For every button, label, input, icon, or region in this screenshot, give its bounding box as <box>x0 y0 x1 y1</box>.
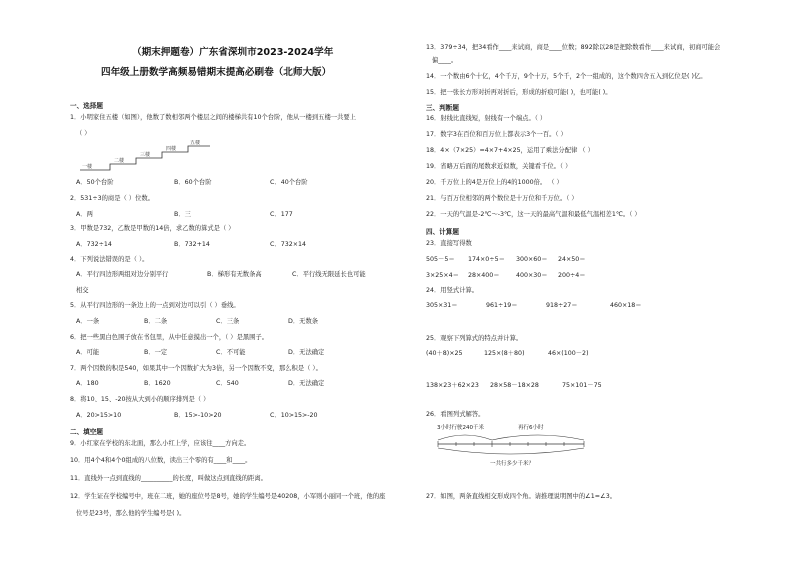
q7-option-a[interactable]: A．180 <box>76 380 99 387</box>
q25-item: 28×58－18×28 <box>490 382 539 389</box>
q24-item: 918÷27＝ <box>546 302 578 309</box>
question-4: 4．下列说法错误的是（ ）。 <box>70 256 149 263</box>
stairs-figure <box>80 140 270 174</box>
q3-option-a[interactable]: A．732÷14 <box>76 241 112 248</box>
q1-option-b[interactable]: B．60个台阶 <box>174 179 212 186</box>
q5-option-d[interactable]: D．无数条 <box>288 318 319 325</box>
question-25: 25．观察下列算式的特点并计算。 <box>426 335 523 342</box>
q25-item: 46×(100－2) <box>548 350 589 357</box>
question-18: 18．4×（7×25）=4×7+4×25，运用了乘法分配律 （ ） <box>426 147 594 154</box>
question-12-cont: 位号是23号，那么他的学生编号是( )。 <box>76 510 186 517</box>
stairs-label-4: 四楼 <box>166 146 177 152</box>
question-8: 8．将10、15、-20按从大到小的顺序排列是（ ） <box>70 396 210 403</box>
q23-item: 28×400＝ <box>468 272 500 279</box>
section-judge: 三、判断题 <box>426 104 459 112</box>
q25-item: 75×101－75 <box>562 382 602 389</box>
q8-option-c[interactable]: C．10>15>-20 <box>270 412 318 419</box>
q24-item: 460×18＝ <box>610 302 642 309</box>
q7-option-b[interactable]: B．1620 <box>144 380 171 387</box>
q2-option-a[interactable]: A．两 <box>76 211 93 218</box>
question-2: 2．531÷3的商是（ ）位数。 <box>70 195 154 202</box>
question-27: 27．如图，两条直线相交形成四个角。请推理说明图中的∠1=∠3。 <box>426 493 617 500</box>
q5-option-c[interactable]: C．三条 <box>216 318 240 325</box>
q6-option-b[interactable]: B．一定 <box>144 349 168 356</box>
question-10: 10．用4个4和4个0组成的八位数，读出三个零的有____和____。 <box>70 457 252 464</box>
q2-option-c[interactable]: C．177 <box>270 211 293 218</box>
question-12: 12．学生证在学校编号中，班在二班，她的座位号是8号，她的学生编号是40208，小军则小丽同一个班，他的座 <box>70 493 386 500</box>
q4-option-c[interactable]: C．平行线无限延长也可能 <box>292 271 366 278</box>
question-13: 13．379÷34，把34看作____来试商，商是____位数；892除以28是把除数看作____来试商，初商可能会 <box>426 44 721 51</box>
q23-item: 200÷4＝ <box>558 272 586 279</box>
section-choice: 一、选择题 <box>70 102 103 110</box>
q4-option-a[interactable]: A．平行四边形两组对边分别平行 <box>76 271 169 278</box>
q23-item: 400×30＝ <box>516 272 548 279</box>
question-5: 5．从平行四边形的一条边上的一点到对边可以引（ ）垂线。 <box>70 302 240 309</box>
q5-option-a[interactable]: A．一条 <box>76 318 100 325</box>
stairs-label-2: 二楼 <box>114 158 125 164</box>
q1-option-a[interactable]: A．50个台阶 <box>76 179 114 186</box>
q7-option-d[interactable]: D．无法确定 <box>288 380 325 387</box>
page-title-line2: 四年级上册数学高频易错期末提高必刷卷（北师大版） <box>101 67 332 78</box>
q6-option-d[interactable]: D．无法确定 <box>288 349 325 356</box>
question-26: 26．看图列式解答。 <box>426 411 485 418</box>
question-9: 9．小红家在学校的东北面，那么小红上学，应该往____方向走。 <box>70 440 251 447</box>
line-segment-diagram <box>434 420 604 470</box>
q3-option-c[interactable]: C．732×14 <box>270 241 307 248</box>
q3-option-b[interactable]: B．732+14 <box>174 241 210 248</box>
question-21: 21．与百万位相邻的两个数位是十万位和千万位。（ ） <box>426 195 578 202</box>
q2-option-b[interactable]: B．三 <box>174 211 191 218</box>
question-24: 24．用竖式计算。 <box>426 287 479 294</box>
diagram-label-bottom: 一共行多少千米？ <box>490 461 535 467</box>
stairs-label-3: 三楼 <box>140 152 151 158</box>
q25-item: 138×23＋62×23 <box>426 382 479 389</box>
q8-option-a[interactable]: A．20>15>10 <box>76 412 122 419</box>
question-13-cont: 偏____。 <box>432 57 458 64</box>
diagram-label-top-left: 3小时行驶240千米 <box>437 425 484 431</box>
q4-continuation: 相交 <box>76 287 89 294</box>
question-14: 14．一个数由6个十亿，4个千万，9个十万，5个千，2个一组成的，这个数四舍五入到亿位是( )亿。 <box>426 73 707 80</box>
page-title-line1: （期末押题卷）广东省深圳市2023-2024学年 <box>132 47 334 58</box>
q8-option-b[interactable]: B．15>-10>20 <box>174 412 222 419</box>
q23-item: 24×50＝ <box>558 256 586 263</box>
question-19: 19．省略万后面的尾数求近似数，关键看千位。（ ） <box>426 163 572 170</box>
question-7: 7．两个因数的积是540，如果其中一个因数扩大为3倍，另一个因数不变，那么积是（ ）。 <box>70 365 322 372</box>
q23-item: 300×60＝ <box>516 256 548 263</box>
question-1: 1．小明家住五楼（如图），他数了数相邻两个楼层之间的楼梯共有10个台阶，他从一楼到五楼一共要上 <box>70 114 356 121</box>
question-16: 16．射线比直线短，射线有一个端点。（ ） <box>426 115 547 122</box>
question-15: 15．把一张长方形对折再对折后，形成的折痕可能( )，也可能( )。 <box>426 89 612 96</box>
q1-option-c[interactable]: C．40个台阶 <box>270 179 308 186</box>
section-fill: 二、填空题 <box>70 428 103 436</box>
q6-option-a[interactable]: A．可能 <box>76 349 100 356</box>
q23-item: 174×0÷5＝ <box>468 256 505 263</box>
section-calc: 四、计算题 <box>426 228 459 236</box>
question-20: 20．千万位上的4是万位上的4的1000倍。 （ ） <box>426 179 563 186</box>
stairs-label-1: 一楼 <box>82 164 93 170</box>
q4-option-b[interactable]: B．梯形有无数条高 <box>207 271 262 278</box>
q6-option-c[interactable]: C．不可能 <box>216 349 246 356</box>
q24-item: 305×31＝ <box>426 302 458 309</box>
diagram-label-top-right: 再行6小时 <box>518 425 544 431</box>
q23-item: 505－5＝ <box>426 256 455 263</box>
question-23: 23．直接写得数 <box>426 240 472 247</box>
q5-option-b[interactable]: B．二条 <box>144 318 168 325</box>
q23-item: 3×25×4＝ <box>426 272 459 279</box>
q25-item: (40＋8)×25 <box>426 350 463 357</box>
question-22: 22．一天的气温是-2℃～-3℃，这一天的最高气温和最低气温相差1℃。（ ） <box>426 211 641 218</box>
question-1-blank: （ ） <box>76 130 91 137</box>
question-3: 3．甲数是732，乙数是甲数的14倍，求乙数的算式是（ ） <box>70 225 235 232</box>
q7-option-c[interactable]: C．540 <box>216 380 239 387</box>
question-17: 17．数字3在百位和百万位上都表示3个一百。（ ） <box>426 131 567 138</box>
stairs-label-5: 五楼 <box>190 140 201 146</box>
question-11: 11．直线外一点到直线的__________的长度，叫做这点到直线的距离。 <box>70 475 267 482</box>
question-6: 6．把一些黑白色围子放在书包里，从中任意摸出一个，（ ）是黑围子。 <box>70 334 269 341</box>
q25-item: 125×(8＋80) <box>484 350 525 357</box>
q24-item: 961÷19＝ <box>486 302 518 309</box>
